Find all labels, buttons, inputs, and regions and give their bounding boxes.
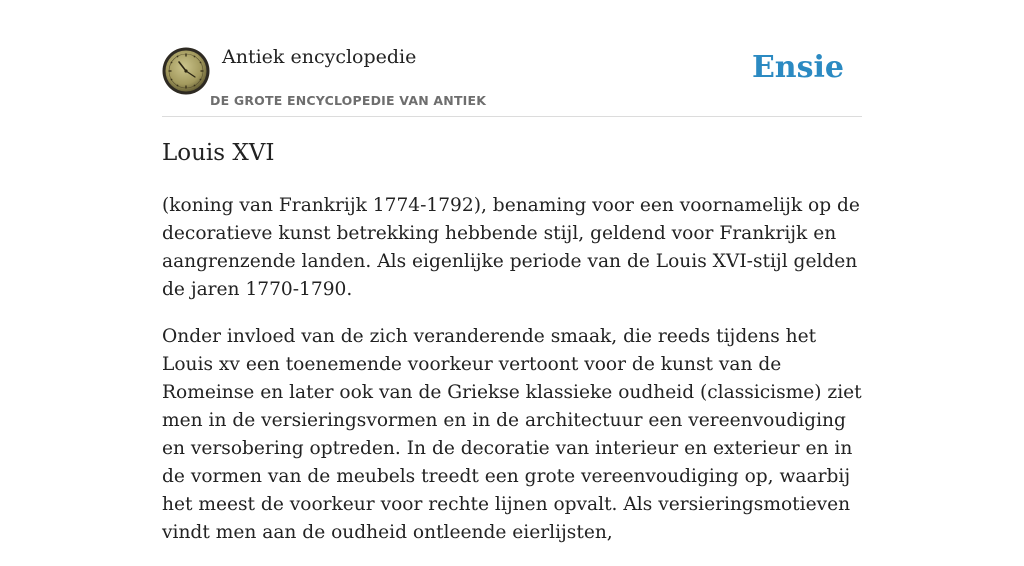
article-paragraph: Onder invloed van de zich veranderende smaak, die reeds tijdens het Louis xv een toenemende voorkeur vertoont voor de kunst van de Romeinse en later ook van de Griekse klassieke oudheid (classicisme) ziet men in de versieringsvormen en in de architectuur een vereenvoudiging en versobering optreden. In de decoratie van interieur en exterieur en in de vormen van de meubels treedt een grote vereenvoudiging op, waarbij het meest de voorkeur voor rechte lijnen opvalt. Als versieringsmotieven vindt men aan de oudheid ontleende eierlijsten, [162, 326, 862, 543]
article-paragraph: (koning van Frankrijk 1774-1792), benaming voor een voornamelijk op de decoratieve kunst betrekking hebbende stijl, geldend voor Frankrijk en aangrenzende landen. Als eigenlijke periode van de Louis XVI-stijl gelden de jaren 1770-1790. [162, 195, 860, 300]
site-header [162, 0, 862, 117]
clock-icon[interactable] [162, 47, 210, 95]
site-title[interactable]: Antiek encyclopedie [222, 46, 417, 68]
page-title: Louis XVI [162, 140, 275, 166]
article-body [162, 192, 862, 566]
brand-logo-link[interactable]: Ensie [751, 50, 844, 85]
site-subtitle: DE GROTE ENCYCLOPEDIE VAN ANTIEK [210, 93, 487, 108]
